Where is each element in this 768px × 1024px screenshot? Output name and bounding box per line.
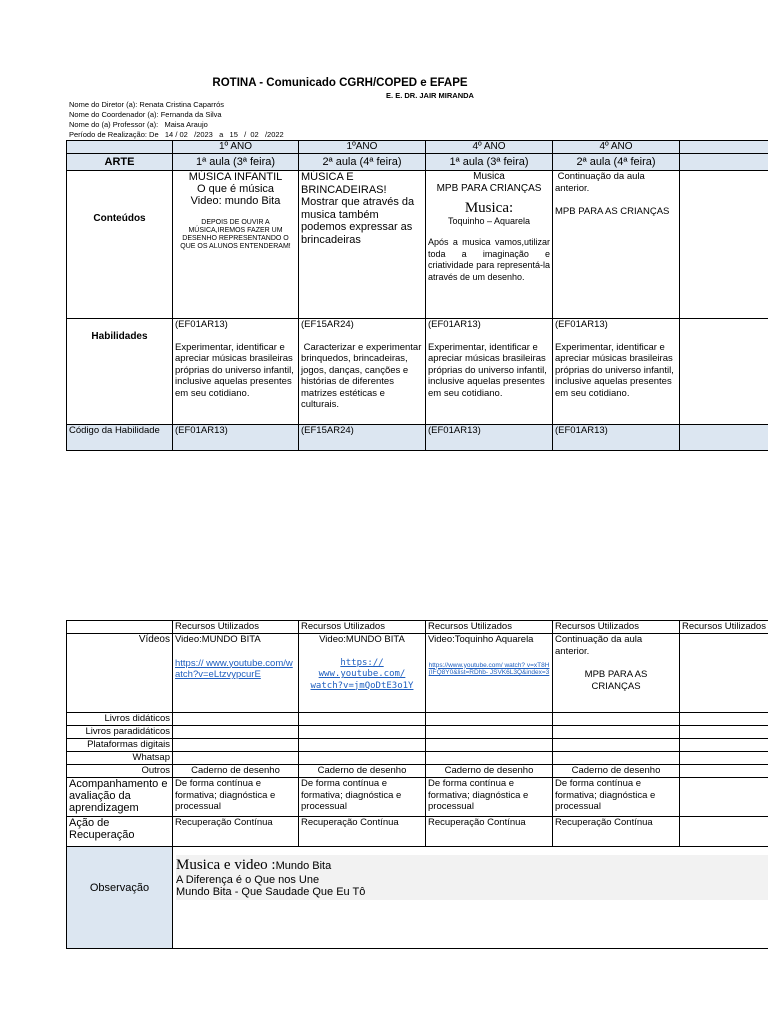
- empty-cell: [173, 752, 299, 765]
- class-cell: 2ª aula (4ª feira): [553, 154, 680, 171]
- empty-cell: [173, 739, 299, 752]
- habilidade-cell: (EF01AR13) Experimentar, identificar e apreciar músicas brasileiras próprias do universo infantil, inclusive aquelas presentes em seu cotidiano.: [553, 319, 680, 425]
- habilidade-cell: (EF01AR13) Experimentar, identificar e apreciar músicas brasileiras próprias do universo infantil, inclusive aquelas presentes em seu cotidiano.: [173, 319, 299, 425]
- class-cell: 1ª aula (3ª feira): [173, 154, 299, 171]
- director-line: Nome do Diretor (a): Renata Cristina Caparrós: [69, 100, 225, 109]
- routine-table: [66, 140, 768, 451]
- video-link[interactable]: https:// www.youtube.com/watch?v=eLtzvypcurE: [175, 657, 293, 680]
- acompanhamento-cell: De forma contínua e formativa; diagnóstica e processual: [173, 778, 299, 817]
- period-line: Período de Realização: De 14 / 02 /2023 a 15 / 02 /2022: [69, 130, 284, 139]
- recursos-header: Recursos Utilizados: [173, 621, 299, 634]
- empty-cell: [680, 739, 768, 752]
- outros-cell: Caderno de desenho: [426, 765, 553, 778]
- grade-cell: 1º ANO: [173, 141, 299, 154]
- codigo-cell: (EF01AR13): [426, 425, 553, 451]
- video-link[interactable]: https://www.youtube.com/ watch? v=xT8H(IFQ8Y0&list=RDhb- JSVK6L3Q&index=3: [428, 661, 550, 676]
- recursos-corner: [67, 621, 173, 634]
- video-cell: Video:MUNDO BITA https:// www.youtube.com/ watch?v=jmQoDtE3o1Y: [299, 634, 426, 713]
- empty-cell: [173, 726, 299, 739]
- acao-label: Ação de Recuperação: [67, 817, 173, 847]
- codigo-cell: (EF01AR13): [553, 425, 680, 451]
- habilidade-cell: (EF15AR24) Caracterizar e experimentar brinquedos, brincadeiras, jogos, danças, canções e histórias de diferentes matrizes estéticas e culturais.: [299, 319, 426, 425]
- acompanhamento-cell: De forma contínua e formativa; diagnóstica e processual: [553, 778, 680, 817]
- acompanhamento-cell: De forma contínua e formativa; diagnóstica e processual: [426, 778, 553, 817]
- grade-cell: [680, 141, 768, 154]
- conteudo-cell: MÚSICA INFANTIL O que é música Video: mundo Bita DEPOIS DE OUVIR A MÚSICA,IREMOS FAZER UM DESENHO REPRESENTANDO O QUE OS ALUNOS ENTENDERAM!: [173, 171, 299, 319]
- outros-cell: Caderno de desenho: [299, 765, 426, 778]
- videos-label: Vídeos: [67, 634, 173, 713]
- empty-cell: [299, 752, 426, 765]
- recursos-header: Recursos Utilizados: [553, 621, 680, 634]
- plataformas-label: Plataformas digitais: [67, 739, 173, 752]
- empty-cell: [299, 713, 426, 726]
- conteudo-cell: Continuação da aula anterior. MPB PARA AS CRIANÇAS: [553, 171, 680, 319]
- codigo-label: Código da Habilidade: [67, 425, 173, 451]
- empty-cell: [680, 726, 768, 739]
- empty-cell: [680, 752, 768, 765]
- class-cell: 1ª aula (3ª feira): [426, 154, 553, 171]
- livros-didaticos-label: Livros didáticos: [67, 713, 173, 726]
- outros-cell: Caderno de desenho: [173, 765, 299, 778]
- habilidade-cell: [680, 319, 768, 425]
- empty-cell: [426, 713, 553, 726]
- empty-cell: [553, 752, 680, 765]
- empty-cell: [426, 752, 553, 765]
- habilidades-label: Habilidades: [67, 319, 173, 425]
- video-cell: [680, 634, 768, 713]
- conteudo-cell: MÚSICA E BRINCADEIRAS! Mostrar que através da musica também podemos expressar as brincadeiras: [299, 171, 426, 319]
- grade-cell: 4º ANO: [426, 141, 553, 154]
- video-cell: Video:MUNDO BITA https:// www.youtube.com/watch?v=eLtzvypcurE: [173, 634, 299, 713]
- acao-cell: [680, 817, 768, 847]
- empty-cell: [299, 726, 426, 739]
- acompanhamento-cell: De forma contínua e formativa; diagnóstica e processual: [299, 778, 426, 817]
- empty-cell: [553, 726, 680, 739]
- acompanhamento-label: Acompanhamento e avaliação da aprendizagem: [67, 778, 173, 817]
- habilidade-cell: (EF01AR13) Experimentar, identificar e apreciar músicas brasileiras próprias do universo infantil, inclusive aquelas presentes em seu cotidiano.: [426, 319, 553, 425]
- livros-paradidaticos-label: Livros paradidáticos: [67, 726, 173, 739]
- outros-cell: Caderno de desenho: [553, 765, 680, 778]
- empty-cell: [553, 739, 680, 752]
- recursos-header: Recursos Utilizados: [299, 621, 426, 634]
- acao-cell: Recuperação Contínua: [553, 817, 680, 847]
- outros-label: Outros: [67, 765, 173, 778]
- grade-corner: [67, 141, 173, 154]
- outros-cell: [680, 765, 768, 778]
- video-cell: Video:Toquinho Aquarela https://www.youtube.com/ watch? v=xT8H(IFQ8Y0&list=RDhb- JSVK6L3Q&index=3: [426, 634, 553, 713]
- empty-cell: [173, 713, 299, 726]
- teacher-line: Nome do (a) Professor (a): Maisa Araujo: [69, 120, 208, 129]
- subject-label: ARTE: [67, 154, 173, 171]
- video-link[interactable]: https:// www.youtube.com/ watch?v=jmQoDtE3o1Y: [310, 657, 414, 691]
- observacao-cell: Musica e video :Mundo Bita A Diferença é o Que nos Une Mundo Bita - Que Saudade Que Eu Tô: [173, 847, 768, 949]
- recursos-header: Recursos Utilizados: [680, 621, 768, 634]
- recursos-header: Recursos Utilizados: [426, 621, 553, 634]
- acompanhamento-cell: [680, 778, 768, 817]
- acao-cell: Recuperação Contínua: [299, 817, 426, 847]
- video-cell: Continuação da aula anterior. MPB PARA AS CRIANÇAS: [553, 634, 680, 713]
- codigo-cell: (EF01AR13): [173, 425, 299, 451]
- codigo-cell: [680, 425, 768, 451]
- grade-cell: 1ºANO: [299, 141, 426, 154]
- observacao-label: Observação: [67, 847, 173, 949]
- acao-cell: Recuperação Contínua: [173, 817, 299, 847]
- class-cell: [680, 154, 768, 171]
- whatsapp-label: Whatsap: [67, 752, 173, 765]
- school-name: E. E. DR. JAIR MIRANDA: [386, 91, 474, 100]
- empty-cell: [680, 713, 768, 726]
- grade-cell: 4º ANO: [553, 141, 680, 154]
- codigo-cell: (EF15AR24): [299, 425, 426, 451]
- coordinator-line: Nome do Coordenador (a): Fernanda da Silva: [69, 110, 222, 119]
- conteudo-cell: [680, 171, 768, 319]
- empty-cell: [426, 726, 553, 739]
- acao-cell: Recuperação Contínua: [426, 817, 553, 847]
- empty-cell: [553, 713, 680, 726]
- doc-title: ROTINA - Comunicado CGRH/COPED e EFAPE: [212, 77, 468, 89]
- empty-cell: [426, 739, 553, 752]
- empty-cell: [299, 739, 426, 752]
- conteudos-label: Conteúdos: [67, 171, 173, 319]
- resources-table: [66, 620, 768, 949]
- class-cell: 2ª aula (4ª feira): [299, 154, 426, 171]
- conteudo-cell: Musica MPB PARA CRIANÇAS Musica: Toquinho – Aquarela Após a musica vamos,utilizar toda a imaginação e criatividade para representá-la através de um desenho.: [426, 171, 553, 319]
